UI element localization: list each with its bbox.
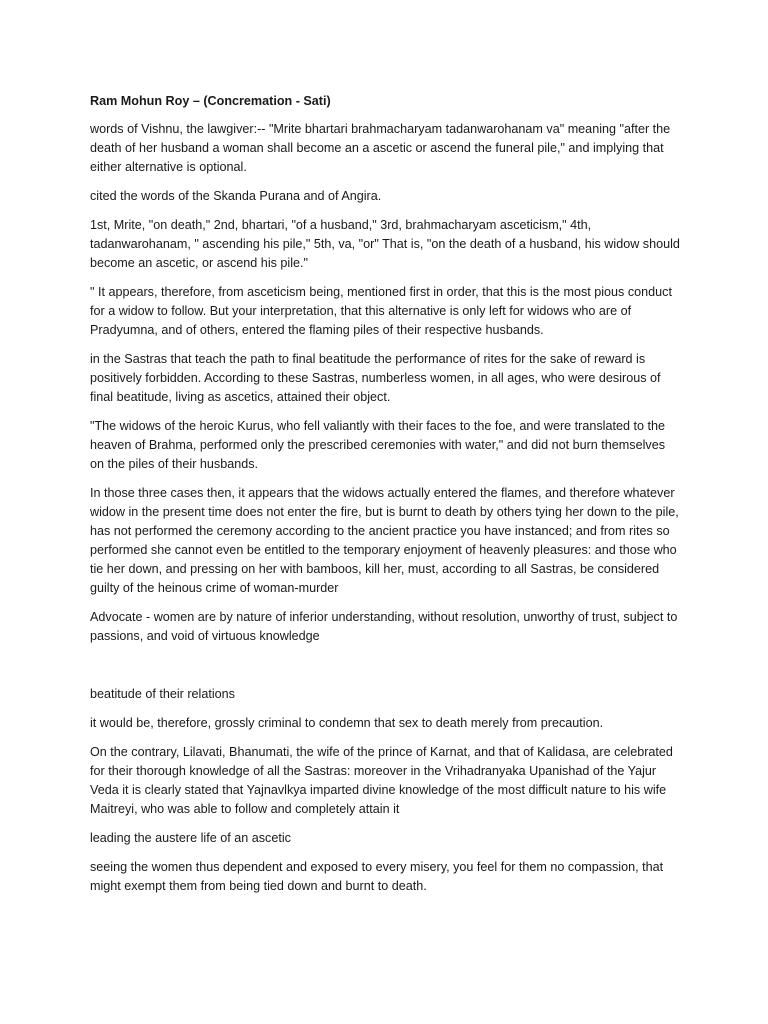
paragraph: " It appears, therefore, from asceticism being, mentioned first in order, that this is the most pious conduct for a widow to follow. But your interpretation, that this alternative is only left for widows who are of Pradyumna, and of others, entered the flaming piles of their respective husbands. [90,285,672,337]
paragraph: seeing the women thus dependent and exposed to every misery, you feel for them no compassion, that might exempt them from being tied down and burnt to death. [90,860,664,893]
paragraph: On the contrary, Lilavati, Bhanumati, the wife of the prince of Karnat, and that of Kalidasa, are celebrated for their thorough knowledge of all the Sastras: moreover in the Vrihadranyaka Upanishad of the Yajur Veda it is clearly stated that Yajnavlkya imparted divine knowledge of the most difficult nature to his wife Maitreyi, who was able to follow and completely attain it [90,745,673,816]
paragraph: 1st, Mrite, "on death," 2nd, bhartari, "of a husband," 3rd, brahmacharyam asceticism," 4th, tadanwarohanam, " ascending his pile," 5th, va, "or" That is, "on the death of a husband, his widow should become an ascetic, or ascend his pile." [90,218,680,270]
paragraph: in the Sastras that teach the path to final beatitude the performance of rites for the sake of reward is positively forbidden. According to these Sastras, numberless women, in all ages, who were desirous of final beatitude, living as ascetics, attained their object. [90,352,661,404]
paragraph: it would be, therefore, grossly criminal to condemn that sex to death merely from precaution. [90,716,604,730]
paragraph: leading the austere life of an ascetic [90,831,291,845]
paragraph: "The widows of the heroic Kurus, who fell valiantly with their faces to the foe, and were translated to the heaven of Brahma, performed only the prescribed ceremonies with water," and did not burn themselves on the piles of their husbands. [90,419,665,471]
paragraph: beatitude of their relations [90,687,235,701]
blank-line [90,656,680,685]
document-title: Ram Mohun Roy – (Concremation - Sati) [90,94,331,108]
paragraph: In those three cases then, it appears that the widows actually entered the flames, and therefore whatever widow in the present time does not enter the fire, but is burnt to death by others tying her down to the pile, has not performed the ceremony according to the ancient practice you have instanced; and from rites so performed she cannot even be entitled to the temporary enjoyment of heavenly pleasures: and those who tie her down, and pressing on her with bamboos, kill her, must, according to all Sastras, be considered guilty of the heinous crime of woman-murder [90,486,679,595]
paragraph: cited the words of the Skanda Purana and of Angira. [90,189,382,203]
paragraph: words of Vishnu, the lawgiver:-- "Mrite bhartari brahmacharyam tadanwarohanam va" meaning "after the death of her husband a woman shall become an a ascetic or ascend the funeral pile," and implying that either alternative is optional. [90,122,671,174]
document-body [90,92,680,906]
paragraph: Advocate - women are by nature of inferior understanding, without resolution, unworthy of trust, subject to passions, and void of virtuous knowledge [90,610,678,643]
